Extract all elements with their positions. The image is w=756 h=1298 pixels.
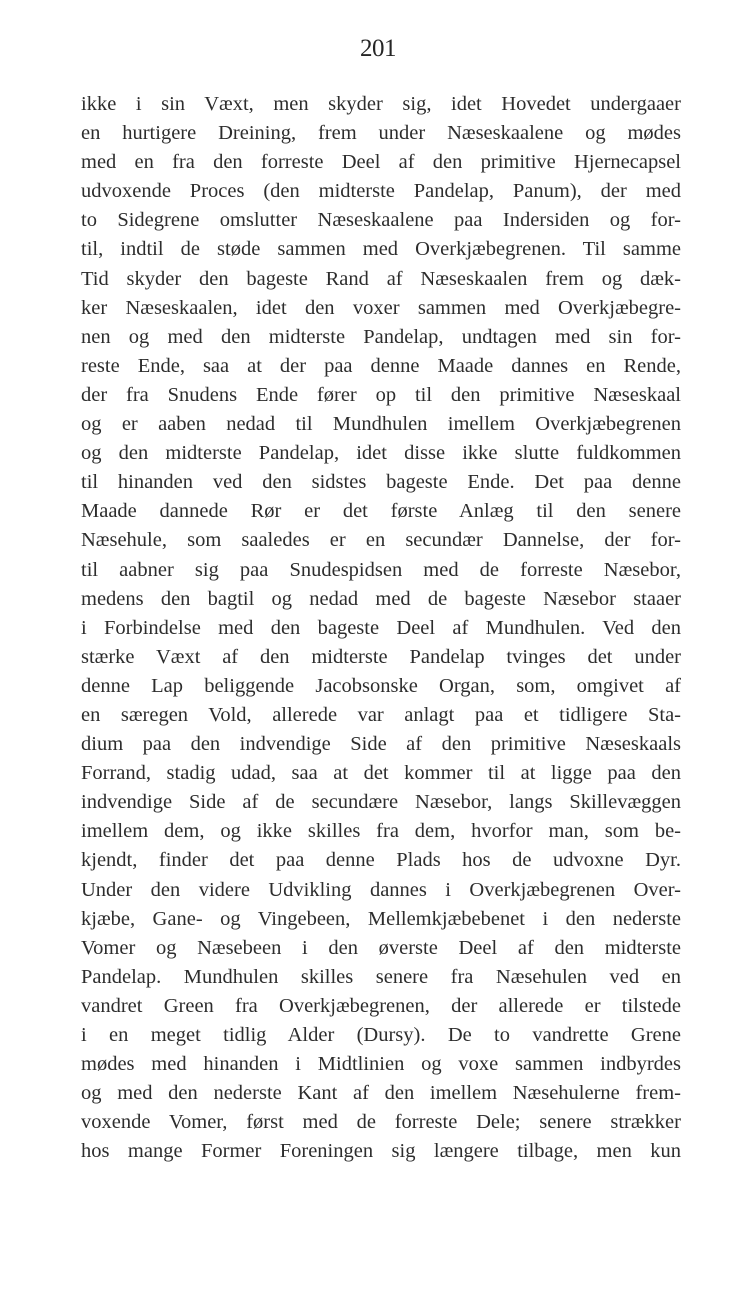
text-line: med en fra den forreste Deel af den primitive Hjernecapsel [81, 151, 681, 174]
text-line: udvoxende Proces (den midterste Pandelap, Panum), der med [81, 180, 681, 203]
text-line: medens den bagtil og nedad med de bageste Næsebor staaer [81, 587, 681, 610]
text-line: Næsehule, som saaledes er en secundær Dannelse, der for- [81, 529, 681, 552]
body-text [81, 90, 681, 1166]
text-line: Vomer og Næsebeen i den øverste Deel af den midterste [81, 936, 681, 959]
text-line: Pandelap. Mundhulen skilles senere fra Næsehulen ved en [81, 965, 681, 988]
text-line: denne Lap beliggende Jacobsonske Organ, som, omgivet af [81, 674, 681, 697]
text-line: i Forbindelse med den bageste Deel af Mundhulen. Ved den [81, 616, 681, 639]
text-line: og den midterste Pandelap, idet disse ikke slutte fuldkommen [81, 442, 681, 465]
text-line: og er aaben nedad til Mundhulen imellem Overkjæbegrenen [81, 413, 681, 436]
page-number: 201 [360, 35, 396, 62]
text-line: kjendt, finder det paa denne Plads hos de udvoxne Dyr. [81, 849, 681, 872]
text-line: og med den nederste Kant af den imellem Næsehulerne frem- [81, 1082, 681, 1105]
text-line: mødes med hinanden i Midtlinien og voxe sammen indbyrdes [81, 1053, 681, 1076]
text-line: ker Næseskaalen, idet den voxer sammen med Overkjæbegre- [81, 296, 681, 319]
text-line: Tid skyder den bageste Rand af Næseskaalen frem og dæk- [81, 267, 681, 290]
text-line: imellem dem, og ikke skilles fra dem, hvorfor man, som be- [81, 820, 681, 843]
text-line: stærke Væxt af den midterste Pandelap tvinges det under [81, 645, 681, 668]
text-line: ikke i sin Væxt, men skyder sig, idet Hovedet undergaaer [81, 93, 681, 115]
text-line: to Sidegrene omslutter Næseskaalene paa Indersiden og for- [81, 209, 681, 232]
text-line: Maade dannede Rør er det første Anlæg til den senere [81, 500, 681, 523]
text-line: til hinanden ved den sidstes bageste Ende. Det paa denne [81, 471, 681, 494]
text-line: hos mange Former Foreningen sig længere tilbage, men kun [81, 1140, 681, 1163]
text-line: kjæbe, Gane- og Vingebeen, Mellemkjæbebenet i den nederste [81, 907, 681, 930]
text-line: der fra Snudens Ende fører op til den primitive Næseskaal [81, 383, 681, 406]
text-line: Under den videre Udvikling dannes i Overkjæbegrenen Over- [81, 878, 681, 901]
text-line: dium paa den indvendige Side af den primitive Næseskaals [81, 733, 681, 756]
text-line: reste Ende, saa at der paa denne Maade dannes en Rende, [81, 354, 681, 377]
text-line: i en meget tidlig Alder (Dursy). De to vandrette Grene [81, 1024, 681, 1046]
text-line: en hurtigere Dreining, frem under Næseskaalene og mødes [81, 122, 681, 145]
text-line: Forrand, stadig udad, saa at det kommer til at ligge paa den [81, 762, 681, 785]
text-line: en særegen Vold, allerede var anlagt paa et tidligere Sta- [81, 703, 681, 726]
text-line: indvendige Side af de secundære Næsebor, langs Skillevæggen [81, 791, 681, 814]
text-line: til, indtil de støde sammen med Overkjæbegrenen. Til samme [81, 238, 681, 261]
text-line: til aabner sig paa Snudespidsen med de forreste Næsebor, [81, 558, 681, 581]
text-line: vandret Green fra Overkjæbegrenen, der allerede er tilstede [81, 994, 681, 1017]
text-line: voxende Vomer, først med de forreste Dele; senere strækker [81, 1111, 681, 1134]
text-line: nen og med den midterste Pandelap, undtagen med sin for- [81, 325, 681, 348]
